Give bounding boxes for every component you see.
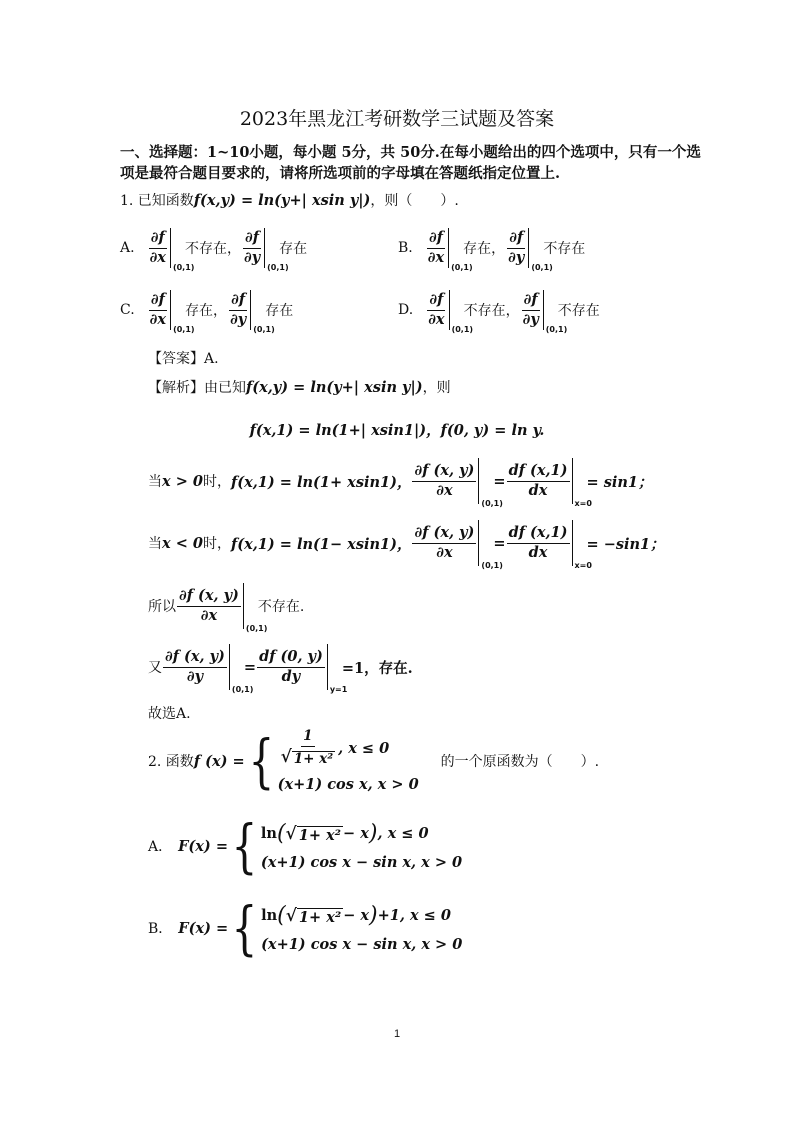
option-text: 不存在， [184,241,241,257]
pd-num: ∂f [243,230,261,249]
pd-num: ∂f (x, y) [412,463,476,482]
option-text: 存在， [463,241,506,257]
option-label: B． [148,921,173,937]
case2: (x+1) cos x − sin x, x > 0 [260,854,463,871]
pd-den: ∂y [522,310,539,328]
so-suffix: 不存在. [257,599,305,615]
eval-point: (0,1) [253,325,275,334]
case-condition: x < 0 [162,534,203,552]
case-result: = −sin1； [586,535,665,553]
option-text: 不存在， [463,303,520,319]
pd-den: ∂y [230,310,247,328]
section-header-line2: 项是最符合题目要求的，请将所选项前的字母填在答题纸指定位置上. [120,165,561,182]
cond: , x ≤ 0 [377,825,429,842]
case-condition: x > 0 [162,472,203,490]
pd-den: ∂x [428,310,445,328]
q1-stem [120,190,459,210]
q2-option-a: A． F(x) = { ln ( √ 1+ x² − x ) , x ≤ 0 (x+1) cos x − sin x, x > 0 [148,811,463,880]
pd-den: ∂x [200,606,218,624]
option-text: 存在， [185,303,228,319]
option-text: 不存在 [543,241,586,257]
also-prefix: 又 [148,660,162,676]
ln: ln [261,907,278,924]
frac-num: 1 [301,729,314,747]
case-time: 时， [202,474,231,490]
case2: (x+1) cos x − sin x, x > 0 [261,936,463,953]
pd-num: ∂f [507,230,525,249]
pd-num: ∂f [149,230,167,249]
term: − x [343,825,369,842]
pd-num: ∂f (x, y) [177,588,241,607]
page-number: 1 [393,1028,401,1040]
radicand: 1+ x² [293,750,334,767]
also-result: =1，存在. [341,659,413,677]
case-function: f(x,1) = ln(1+ xsin1)， [230,473,412,491]
eval-point: (0,1) [267,263,289,272]
q1-answer: 【答案】A. [148,351,219,367]
case-result: = sin1； [586,473,653,491]
pd-num: ∂f [149,292,167,311]
page-title: 2023年黑龙江考研数学三试题及答案 [239,108,555,130]
pd-den: ∂y [186,667,204,685]
eval-point: (0,1) [545,325,568,334]
q1-eq1: f(x,1) = ln(1+| xsin1|)，f(0, y) = ln y. [249,422,545,439]
q1-case-positive: 当 x > 0 时， f(x,1) = ln(1+ xsin1)， $\frac{\partial f (x, y)}{\partial x}$ (0,1) = $\frac{df (x,1)}{dx}$ x=0 = sin1； [148,458,653,504]
d-num: df (x,1) [507,525,570,544]
q2-stem: 2. 函数 f (x) = { 1 √ 1+ x² , x ≤ 0 (x+1) cos x, x > 0 的一个原函数为（ ）. [148,726,600,795]
eval-point: (0,1) [173,325,195,334]
eval-point: (0,1) [172,263,195,272]
option-label: A． [148,839,173,855]
eval-point: y=1 [329,685,348,694]
q1-analysis [148,377,451,397]
eval-point: (0,1) [231,685,254,694]
pd-num: ∂f (x, y) [412,525,476,544]
pd-num: ∂f [229,292,247,311]
eval-point: (0,1) [481,561,503,570]
eval-point: x=0 [574,499,592,508]
case2: (x+1) cos x, x > 0 [277,776,419,793]
pd-num: ∂f [427,292,445,311]
case-function: f(x,1) = ln(1− xsin1)， [230,535,412,553]
q1-case-negative: 当 x < 0 时， f(x,1) = ln(1− xsin1)， $\frac{\partial f (x, y)}{\partial x}$ (0,1) = $\frac{df (x,1)}{dx}$ x=0 = −sin1； [148,520,665,566]
q1-conclusion: 故选A. [148,706,191,722]
option-text: 存在 [279,241,308,257]
pd-num: ∂f (x, y) [163,649,227,668]
pd-den: ∂x [436,481,453,499]
case-prefix: 当 [148,474,162,490]
section-header-line1: 一、选择题：1~10小题，每小题 5分，共 50分.在每小题给出的四个选项中，只有一个选 [120,144,701,161]
eval-point: (0,1) [481,499,503,508]
so-prefix: 所以 [148,599,176,615]
case-prefix: 当 [148,536,162,552]
q1-option-a [120,228,308,272]
q2-fx: f (x) = [193,752,245,770]
q1-also: 又 $\frac{\partial f (x, y)}{\partial y}$ (0,1) = $\frac{df (0, y)}{dy}$ y=1 =1，存在. [148,644,413,690]
option-label: C. [120,302,135,318]
q2-option-b: B． F(x) = { ln ( √ 1+ x² − x ) +1, x ≤ 0 (x+1) cos x − sin x, x > 0 [148,893,463,962]
pd-num: ∂f [522,292,540,311]
eval-point: (0,1) [451,263,473,272]
q2-suffix: 的一个原函数为（ ）. [440,754,600,770]
q1-function: f(x,y) = ln(y+| xsin y|) [193,191,371,209]
option-text: 存在 [265,303,294,319]
option-text: 不存在 [557,303,600,319]
pd-num: ∂f [427,230,445,249]
analysis-suffix: ，则 [422,380,451,396]
d-num: df (0, y) [257,649,325,668]
analysis-prefix: 【解析】由已知 [148,380,246,396]
pd-den: ∂y [243,248,261,266]
option-F: F(x) = [178,837,228,855]
pd-den: ∂y [508,248,525,266]
d-den: dx [528,543,548,561]
option-label: A. [120,240,135,256]
analysis-function: f(x,y) = ln(y+| xsin y|) [246,378,423,396]
ln: ln [260,825,277,842]
option-F: F(x) = [178,919,229,937]
pd-den: ∂x [436,543,453,561]
q1-prefix: 1. 已知函数 [120,193,194,209]
case-time: 时， [202,536,231,552]
q1-option-b [398,228,586,272]
q1-option-c [120,290,294,334]
q1-so [148,583,305,633]
d-num: df (x,1) [507,463,570,482]
eval-point: (0,1) [451,325,474,334]
q1-option-d [398,290,600,334]
cond: +1, x ≤ 0 [377,907,451,924]
eval-point: (0,1) [245,624,268,633]
option-label: D. [398,302,414,318]
radicand: 1+ x² [298,908,342,926]
d-den: dy [281,667,301,685]
eval-point: (0,1) [531,263,553,272]
pd-den: ∂x [149,310,167,328]
radicand: 1+ x² [298,826,342,844]
pd-den: ∂x [149,248,166,266]
eval-point: x=0 [574,561,592,570]
case1-condition: , x ≤ 0 [338,739,390,757]
q1-suffix: ，则（ ）. [370,193,459,209]
term: − x [343,907,370,924]
option-label: B. [398,240,413,256]
pd-den: ∂x [427,248,445,266]
d-den: dx [528,481,548,499]
q2-prefix: 2. 函数 [148,754,194,770]
